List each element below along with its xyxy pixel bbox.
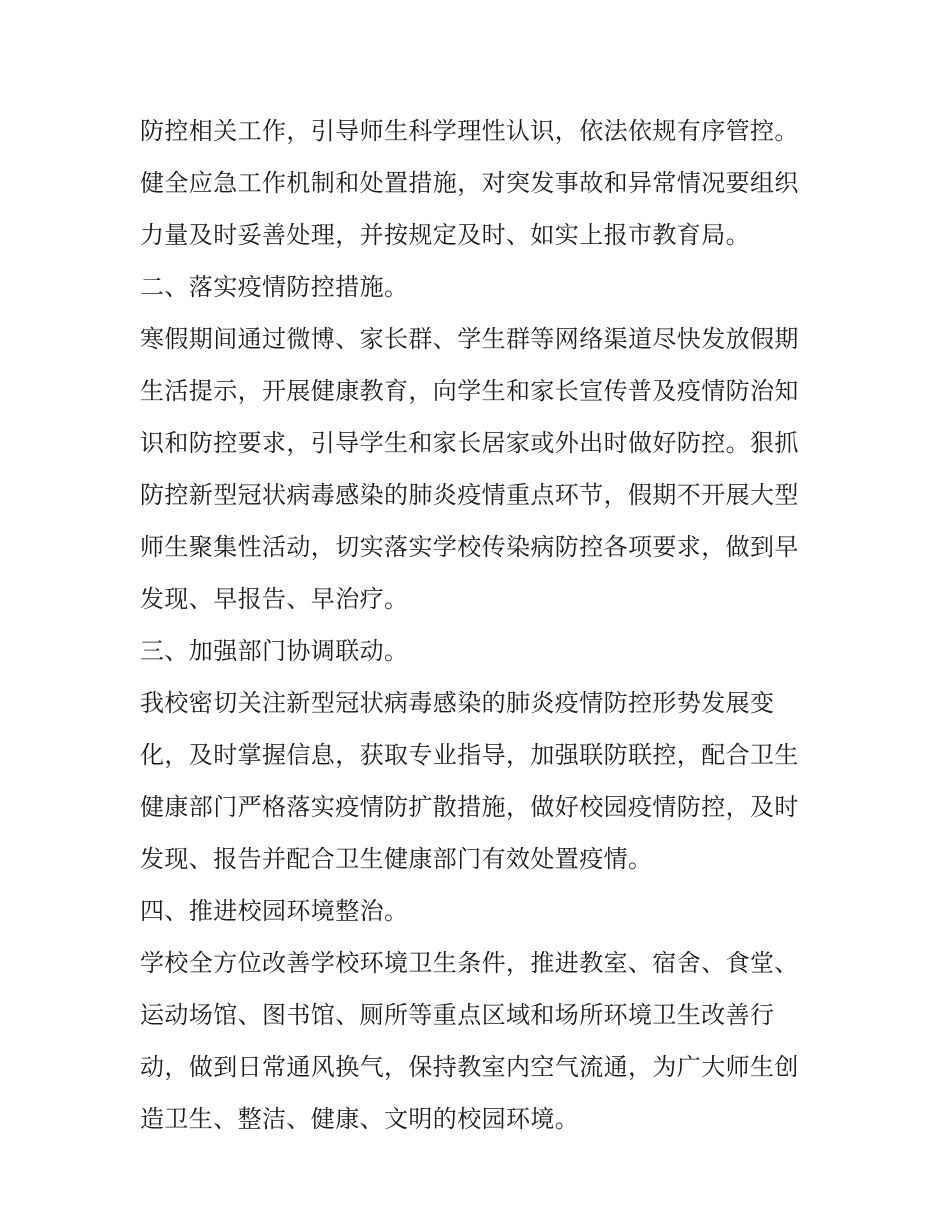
paragraph-line: 防控相关工作，引导师生科学理性认识，依法依规有序管控。 [140, 117, 799, 145]
paragraph-line: 师生聚集性活动，切实落实学校传染病防控各项要求，做到早 [140, 533, 799, 561]
section-heading-3: 三、加强部门协调联动。 [140, 637, 409, 665]
section-heading-4: 四、推进校园环境整治。 [140, 897, 409, 925]
section-heading-2: 二、落实疫情防控措施。 [140, 273, 409, 301]
paragraph-line: 发现、早报告、早治疗。 [140, 585, 409, 613]
paragraph-line: 动，做到日常通风换气，保持教室内空气流通，为广大师生创 [140, 1053, 799, 1081]
paragraph-line: 学校全方位改善学校环境卫生条件，推进教室、宿舍、食堂、 [140, 949, 799, 977]
paragraph-line: 发现、报告并配合卫生健康部门有效处置疫情。 [140, 845, 653, 873]
paragraph-line: 化，及时掌握信息，获取专业指导，加强联防联控，配合卫生 [140, 741, 799, 769]
paragraph-line: 寒假期间通过微博、家长群、学生群等网络渠道尽快发放假期 [140, 325, 799, 353]
paragraph-line: 识和防控要求，引导学生和家长居家或外出时做好防控。狠抓 [140, 429, 799, 457]
paragraph-line: 健全应急工作机制和处置措施，对突发事故和异常情况要组织 [140, 169, 799, 197]
paragraph-line: 我校密切关注新型冠状病毒感染的肺炎疫情防控形势发展变 [140, 689, 775, 717]
paragraph-line: 造卫生、整洁、健康、文明的校园环境。 [140, 1105, 580, 1133]
paragraph-line: 生活提示，开展健康教育，向学生和家长宣传普及疫情防治知 [140, 377, 799, 405]
paragraph-line: 运动场馆、图书馆、厕所等重点区域和场所环境卫生改善行 [140, 1001, 775, 1029]
document-body [140, 105, 820, 1145]
paragraph-line: 力量及时妥善处理，并按规定及时、如实上报市教育局。 [140, 221, 750, 249]
paragraph-line: 防控新型冠状病毒感染的肺炎疫情重点环节，假期不开展大型 [140, 481, 799, 509]
paragraph-line: 健康部门严格落实疫情防扩散措施，做好校园疫情防控，及时 [140, 793, 799, 821]
